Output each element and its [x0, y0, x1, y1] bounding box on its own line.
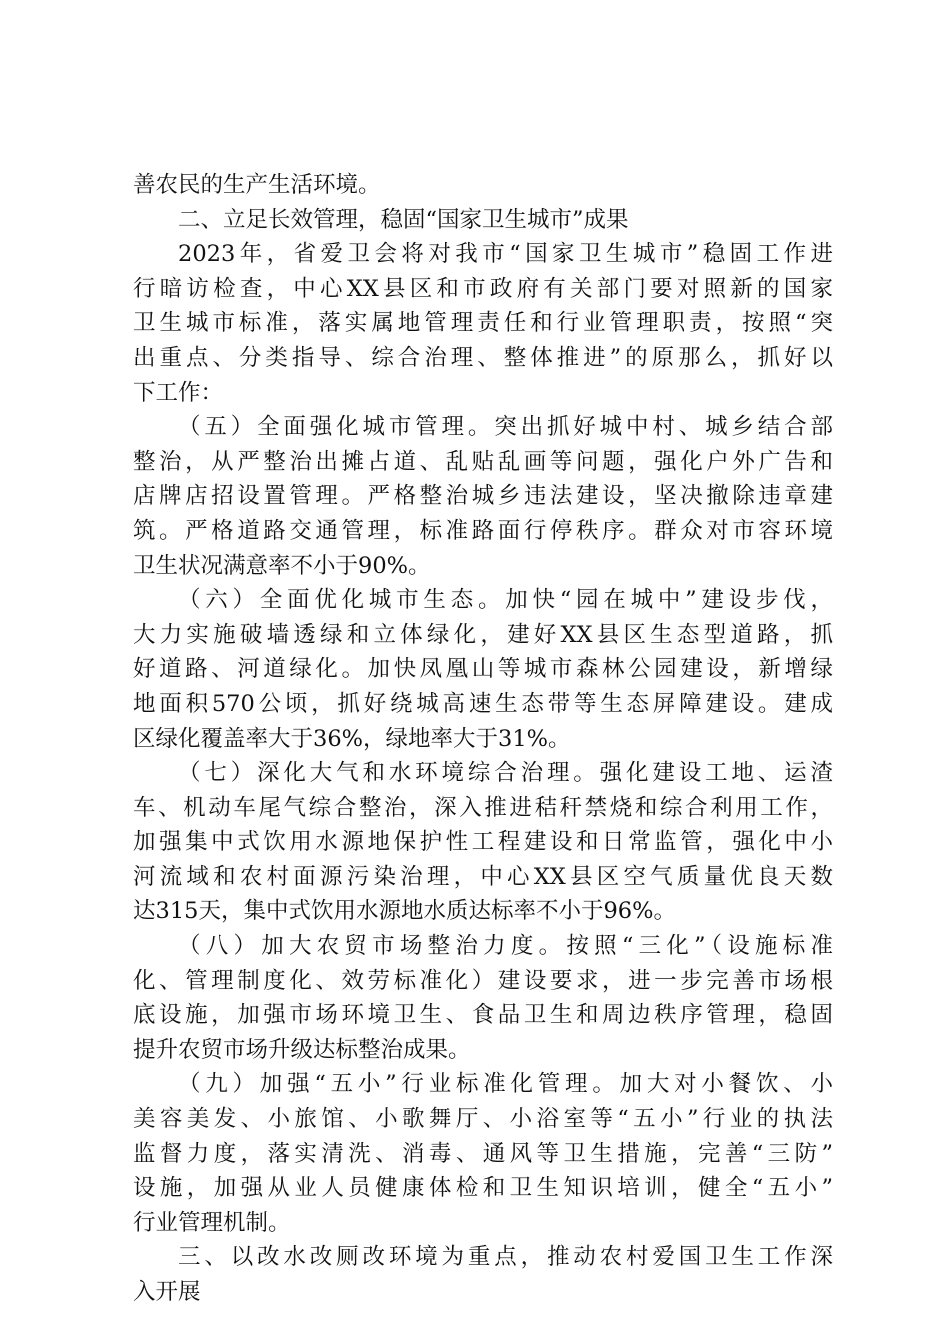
- text-line: 筑。严格道路交通管理，标准路面行停秩序。群众对市容环境: [133, 517, 833, 544]
- text-line: 美容美发、小旅馆、小歌舞厅、小浴室等“五小”行业的执法: [133, 1106, 833, 1133]
- text-line: 地面积570公顷，抓好绕城高速生态带等生态屏障建设。建成: [133, 690, 833, 717]
- text-line: 出重点、分类指导、综合治理、整体推进”的原那么，抓好以: [133, 344, 833, 371]
- document-body: [133, 168, 833, 1310]
- text-line: 下工作：: [133, 379, 224, 406]
- text-line: 整治，从严整治出摊占道、乱贴乱画等问题，强化户外广告和: [133, 448, 833, 475]
- text-line: 底设施，加强市场环境卫生、食品卫生和周边秩序管理，稳固: [133, 1002, 833, 1029]
- text-line: 提升农贸市场升级达标整治成果。: [133, 1036, 471, 1063]
- text-line: 区绿化覆盖率大于36%，绿地率大于31%。: [133, 725, 571, 752]
- text-line: 行暗访检查，中心XX县区和市政府有关部门要对照新的国家: [133, 275, 833, 302]
- text-line: （六）全面优化城市生态。加快“园在城中”建设步伐，: [178, 587, 833, 614]
- text-line: 善农民的生产生活环境。: [133, 172, 381, 198]
- text-line: （七）深化大气和水环境综合治理。强化建设工地、运渣: [178, 760, 833, 787]
- text-line: 河流域和农村面源污染治理，中心XX县区空气质量优良天数: [133, 863, 833, 890]
- text-line: 加强集中式饮用水源地保护性工程建设和日常监管，强化中小: [133, 829, 833, 856]
- text-line: （九）加强“五小”行业标准化管理。加大对小餐饮、小: [178, 1071, 833, 1098]
- text-line: 三、以改水改厕改环境为重点，推动农村爱国卫生工作深: [178, 1244, 833, 1271]
- text-line: 二、立足长效管理，稳固“国家卫生城市”成果: [178, 206, 629, 233]
- text-line: 2023年，省爱卫会将对我市“国家卫生城市”稳固工作进: [178, 241, 833, 268]
- text-line: 卫生状况满意率不小于90%。: [133, 552, 431, 579]
- text-line: 设施，加强从业人员健康体检和卫生知识培训，健全“五小”: [133, 1175, 833, 1202]
- text-line: 入开展: [133, 1279, 201, 1305]
- text-line: 卫生城市标准，落实属地管理责任和行业管理职责，按照“突: [133, 310, 833, 337]
- text-line: （八）加大农贸市场整治力度。按照“三化”（设施标准: [178, 933, 833, 960]
- text-line: 达315天，集中式饮用水源地水质达标率不小于96%。: [133, 898, 676, 925]
- text-line: （五）全面强化城市管理。突出抓好城中村、城乡结合部: [178, 414, 833, 441]
- text-line: 好道路、河道绿化。加快凤凰山等城市森林公园建设，新增绿: [133, 656, 833, 683]
- text-line: 行业管理机制。: [133, 1209, 291, 1236]
- text-line: 车、机动车尾气综合整治，深入推进秸秆禁烧和综合利用工作，: [133, 794, 833, 821]
- text-line: 监督力度，落实清洗、消毒、通风等卫生措施，完善“三防”: [133, 1140, 833, 1167]
- text-line: 大力实施破墙透绿和立体绿化，建好XX县区生态型道路，抓: [133, 621, 833, 648]
- text-line: 化、管理制度化、效劳标准化）建设要求，进一步完善市场根: [133, 967, 833, 994]
- text-line: 店牌店招设置管理。严格整治城乡违法建设，坚决撤除违章建: [133, 483, 833, 510]
